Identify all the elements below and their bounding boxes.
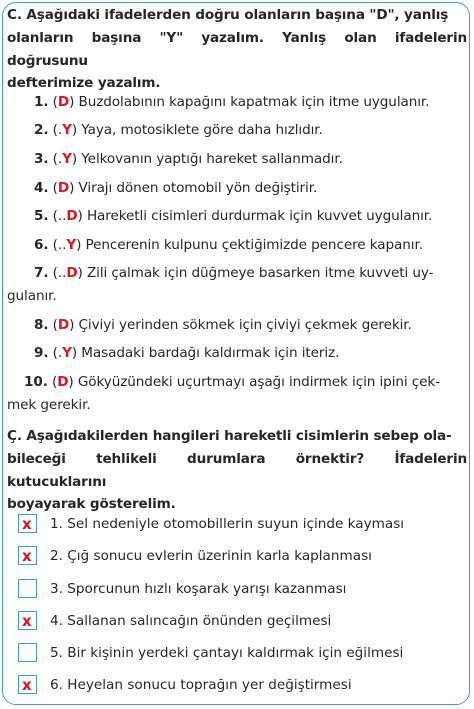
section-cc-line-1: Ç. Aşağıdakilerden hangileri hareketli cisimlerin sebep ola- — [7, 428, 452, 444]
checkbox[interactable] — [18, 643, 37, 662]
section-c-line-1: C. Aşağıdaki ifadelerden doğru olanların başına "D", yanlış — [7, 7, 449, 23]
answer-mark: D — [66, 265, 78, 281]
statement-number: 3. — [34, 151, 49, 167]
statement-8: 8. (D) Çiviyi yerinden sökmek için çiviyi çekmek gerekir. — [34, 317, 412, 333]
statement-7-continued — [7, 285, 57, 308]
checkbox-label: 5. Bir kişinin yerdeki çantayı kaldırmak için eğilmesi — [50, 645, 404, 661]
statement-4: 4. (D) Virajı dönen otomobil yön değiştirir. — [34, 180, 318, 196]
statement-text: Buzdolabının kapağını kapatmak için itme uygulanır. — [78, 94, 430, 110]
statement-text: Virajı dönen otomobil yön değiştirir. — [78, 180, 318, 196]
statement-number: 5. — [34, 208, 49, 224]
statement-5: 5. (..D) Hareketli cisimleri durdurmak için kuvvet uygulanır. — [34, 208, 433, 224]
checkbox[interactable] — [18, 675, 37, 694]
section-c-line-3: defterimize yazalım. — [7, 75, 161, 92]
checkbox-label: 3. Sporcunun hızlı koşarak yarışı kazanması — [50, 581, 347, 597]
statement-number: 2. — [34, 122, 49, 138]
statement-10-continued — [7, 394, 91, 417]
x-mark: x — [22, 612, 32, 630]
answer-mark: Y — [62, 345, 72, 361]
checkbox[interactable] — [18, 546, 37, 565]
section-cc-instructions — [7, 425, 467, 516]
section-cc-line-2: bileceği tehlikeli durumlara örnektir? İfadelerin kutucuklarını — [7, 450, 467, 490]
statement-3: 3. (.Y) Yelkovanın yaptığı hareket sallanmadır. — [34, 151, 343, 167]
statement-text: Pencerenin kulpunu çektiğimizde pencere kapanır. — [85, 237, 423, 253]
checkbox-label: 1. Sel nedeniyle otomobillerin suyun içinde kayması — [50, 516, 405, 532]
answer-mark: D — [66, 208, 78, 224]
statement-text: Hareketli cisimleri durdurmak için kuvvet uygulanır. — [86, 208, 433, 224]
statement-text-continued: gulanır. — [7, 288, 57, 304]
section-cc-line-3: boyayarak gösterelim. — [7, 496, 176, 513]
x-mark: x — [22, 547, 32, 565]
x-mark: x — [22, 515, 32, 533]
statement-number: 6. — [34, 237, 49, 253]
answer-mark: D — [57, 374, 69, 390]
answer-mark: D — [57, 180, 70, 196]
statement-10: 10. (D) Gökyüzündeki uçurtmayı aşağı indirmek için ipini çek- — [24, 374, 440, 390]
statement-text: Çiviyi yerinden sökmek için çiviyi çekmek gerekir. — [78, 317, 412, 333]
statement-number: 4. — [34, 180, 49, 196]
checkbox-label: 6. Heyelan sonucu toprağın yer değiştirmesi — [50, 677, 352, 693]
answer-mark: D — [57, 94, 70, 110]
answer-mark: Y — [62, 151, 72, 167]
checkbox-label: 2. Çığ sonucu evlerin üzerinin karla kaplanması — [50, 548, 372, 564]
statement-6: 6. (..Y) Pencerenin kulpunu çektiğimizde pencere kapanır. — [34, 237, 423, 253]
statement-number: 9. — [34, 345, 49, 361]
checkbox[interactable] — [18, 611, 37, 630]
statement-1: 1. (D) Buzdolabının kapağını kapatmak için itme uygulanır. — [34, 94, 430, 110]
statement-text: Yelkovanın yaptığı hareket sallanmadır. — [81, 151, 343, 167]
statement-9: 9. (.Y) Masadaki bardağı kaldırmak için iteriz. — [34, 345, 340, 361]
answer-mark: D — [57, 317, 70, 333]
checkbox[interactable] — [18, 579, 37, 598]
checkbox-label: 4. Sallanan salıncağın önünden geçilmesi — [50, 613, 332, 629]
answer-mark: Y — [66, 237, 77, 253]
statement-7: 7. (..D) Zili çalmak için düğmeye basarken itme kuvveti uy- — [34, 265, 434, 281]
statement-text: Masadaki bardağı kaldırmak için iteriz. — [81, 345, 340, 361]
statement-text: Zili çalmak için düğmeye basarken itme kuvveti uy- — [86, 265, 434, 281]
statement-number: 7. — [34, 265, 49, 281]
answer-mark: Y — [62, 122, 72, 138]
x-mark: x — [22, 676, 32, 694]
section-c-instructions — [7, 4, 467, 95]
statement-number: 8. — [34, 317, 49, 333]
checkbox[interactable] — [18, 514, 37, 533]
statement-number: 10. — [24, 374, 48, 390]
statement-number: 1. — [34, 94, 49, 110]
statement-text: Yaya, motosiklete göre daha hızlıdır. — [81, 122, 323, 138]
statement-text: Gökyüzündeki uçurtmayı aşağı indirmek için ipini çek- — [77, 374, 440, 390]
section-c-line-2: olanların başına "Y" yazalım. Yanlış olan ifadelerin doğrusunu — [7, 29, 467, 69]
statement-text-continued: mek gerekir. — [7, 397, 91, 413]
statement-2: 2. (.Y) Yaya, motosiklete göre daha hızlıdır. — [34, 122, 323, 138]
